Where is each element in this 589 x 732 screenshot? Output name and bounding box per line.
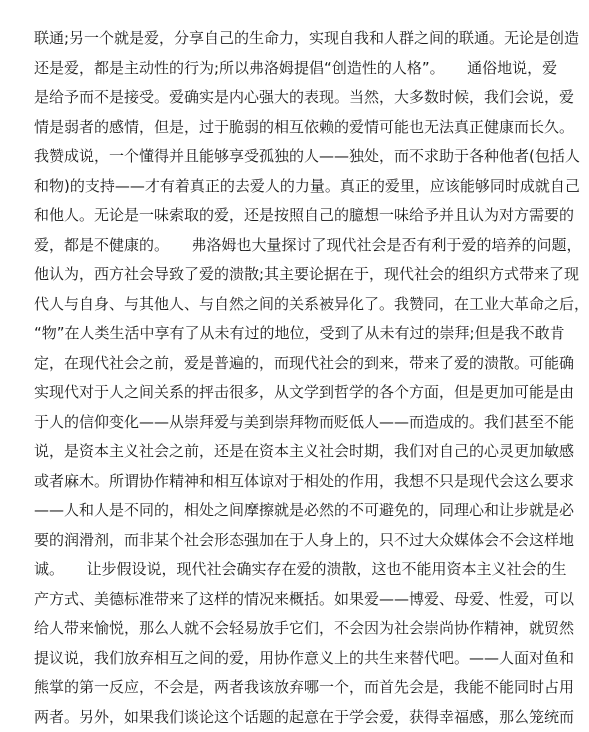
text-line: 代人与自身、与其他人、与自然之间的关系被异化了。我赞同，在工业大革命之后， (34, 290, 466, 320)
text-line: 说，是资本主义社会之前，还是在资本主义社会时期，我们对自己的心灵更加敏感 (34, 437, 466, 467)
text-line: 两者。另外，如果我们谈论这个话题的起意在于学会爱，获得幸福感，那么笼统而 (34, 703, 466, 732)
text-line: 是给予而不是接受。爱确实是内心强大的表现。当然，大多数时候，我们会说，爱 (34, 83, 466, 113)
text-line: 爱，都是不健康的。 弗洛姆也大量探讨了现代社会是否有利于爱的培养的问题， (34, 231, 466, 261)
text-line: 或者麻木。所谓协作精神和相互体谅对于相处的作用，我想不只是现代会这么要求 (34, 467, 466, 497)
text-line: 诚。 让步假设说，现代社会确实存在爱的溃散，这也不能用资本主义社会的生 (34, 555, 466, 585)
text-line: 联通;另一个就是爱，分享自己的生命力，实现自我和人群之间的联通。无论是创造 (34, 24, 466, 54)
text-line: 和他人。无论是一味索取的爱，还是按照自己的臆想一味给予并且认为对方需要的 (34, 201, 466, 231)
text-line: ——人和人是不同的，相处之间摩擦就是必然的不可避免的，同理心和让步就是必 (34, 496, 466, 526)
text-line: “物”在人类生活中享有了从未有过的地位，受到了从未有过的崇拜;但是我不敢肯 (34, 319, 466, 349)
body-text (34, 24, 466, 732)
text-line: 产方式、美德标准带来了这样的情况来概括。如果爱——博爱、母爱、性爱，可以 (34, 585, 466, 615)
text-line: 熊掌的第一反应，不会是，两者我该放弃哪一个，而首先会是，我能不能同时占用 (34, 673, 466, 703)
text-line: 他认为，西方社会导致了爱的溃散;其主要论据在于，现代社会的组织方式带来了现 (34, 260, 466, 290)
text-line: 情是弱者的感情，但是，过于脆弱的相互依赖的爱情可能也无法真正健康而长久。 (34, 113, 466, 143)
text-line: 实现代对于人之间关系的抨击很多，从文学到哲学的各个方面，但是更加可能是由 (34, 378, 466, 408)
text-line: 提议说，我们放弃相互之间的爱，用协作意义上的共生来替代吧。——人面对鱼和 (34, 644, 466, 674)
text-line: 我赞成说，一个懂得并且能够享受孤独的人——独处，而不求助于各种他者(包括人 (34, 142, 466, 172)
text-line: 要的润滑剂，而非某个社会形态强加在于人身上的，只不过大众媒体会不会这样地 (34, 526, 466, 556)
text-line: 于人的信仰变化——从崇拜爱与美到崇拜物而贬低人——而造成的。我们甚至不能 (34, 408, 466, 438)
text-line: 定，在现代社会之前，爱是普遍的，而现代社会的到来，带来了爱的溃散。可能确 (34, 349, 466, 379)
text-line: 和物)的支持——才有着真正的去爱人的力量。真正的爱里，应该能够同时成就自己 (34, 172, 466, 202)
text-line: 还是爱，都是主动性的行为;所以弗洛姆提倡“创造性的人格”。 通俗地说，爱 (34, 54, 466, 84)
text-line: 给人带来愉悦，那么人就不会轻易放手它们，不会因为社会崇尚协作精神，就贸然 (34, 614, 466, 644)
